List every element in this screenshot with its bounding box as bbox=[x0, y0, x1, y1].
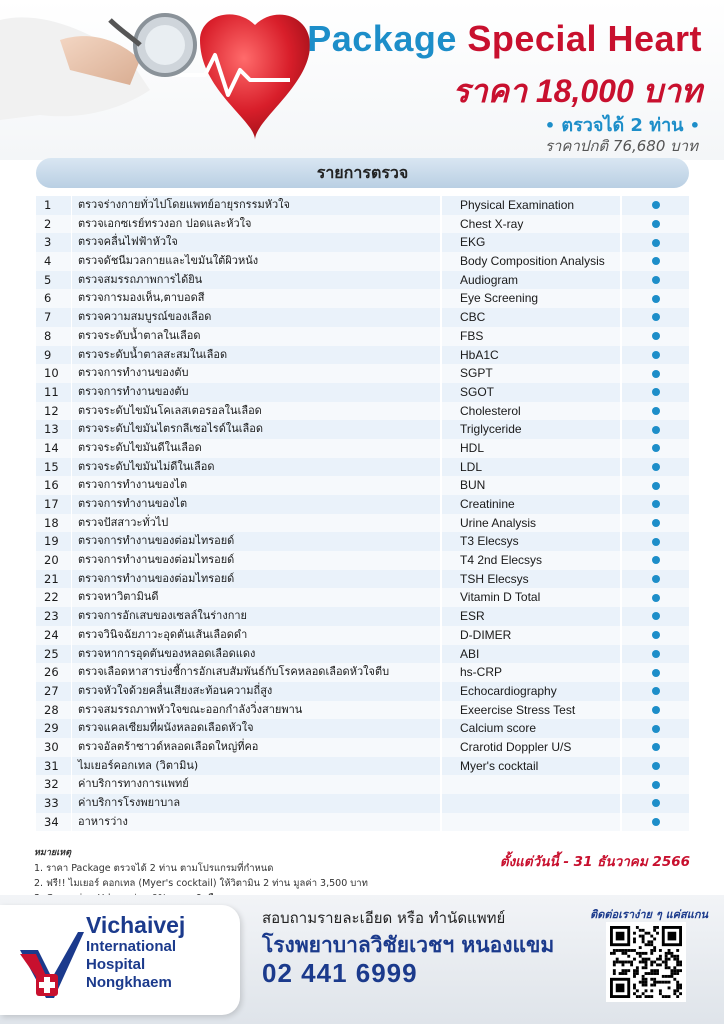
row-thai-label: ตรวจระดับไขมันดีในเลือด bbox=[72, 439, 442, 458]
logo-line-4: Nongkhaem bbox=[86, 974, 172, 991]
bullet-icon: • bbox=[689, 116, 700, 135]
row-included-cell bbox=[622, 346, 689, 365]
row-number: 23 bbox=[36, 607, 72, 626]
row-thai-label: ตรวจสมรรถภาพหัวใจขณะออกกำลังวิ่งสายพาน bbox=[72, 701, 442, 720]
row-english-label: Myer's cocktail bbox=[442, 757, 622, 776]
table-row bbox=[36, 682, 689, 701]
row-included-cell bbox=[622, 308, 689, 327]
hospital-logo-text bbox=[86, 912, 185, 992]
included-dot-icon bbox=[652, 538, 660, 546]
qr-code-icon[interactable] bbox=[606, 922, 686, 1002]
row-number: 1 bbox=[36, 196, 72, 215]
row-english-label: BUN bbox=[442, 476, 622, 495]
row-number: 33 bbox=[36, 794, 72, 813]
table-row bbox=[36, 775, 689, 794]
included-dot-icon bbox=[652, 612, 660, 620]
logo-line-1: Vichaivej bbox=[86, 912, 186, 938]
row-number: 24 bbox=[36, 626, 72, 645]
row-thai-label: ตรวจปัสสาวะทั่วไป bbox=[72, 514, 442, 533]
row-included-cell bbox=[622, 738, 689, 757]
table-row bbox=[36, 514, 689, 533]
row-english-label: Creatinine bbox=[442, 495, 622, 514]
row-included-cell bbox=[622, 514, 689, 533]
row-included-cell bbox=[622, 682, 689, 701]
included-dot-icon bbox=[652, 650, 660, 658]
row-number: 25 bbox=[36, 645, 72, 664]
row-included-cell bbox=[622, 271, 689, 290]
exam-list bbox=[36, 196, 689, 831]
row-english-label: SGOT bbox=[442, 383, 622, 402]
included-dot-icon bbox=[652, 500, 660, 508]
title-part2: Special Heart bbox=[467, 18, 702, 59]
row-thai-label: ตรวจระดับไขมันโคเลสเตอรอลในเลือด bbox=[72, 402, 442, 421]
row-included-cell bbox=[622, 813, 689, 832]
table-row bbox=[36, 719, 689, 738]
table-row bbox=[36, 346, 689, 365]
row-thai-label: ตรวจความสมบูรณ์ของเลือด bbox=[72, 308, 442, 327]
row-english-label: EKG bbox=[442, 233, 622, 252]
included-dot-icon bbox=[652, 519, 660, 527]
row-thai-label: ตรวจการทำงานของต่อมไทรอยด์ bbox=[72, 551, 442, 570]
row-english-label: Physical Examination bbox=[442, 196, 622, 215]
included-dot-icon bbox=[652, 388, 660, 396]
row-english-label: LDL bbox=[442, 458, 622, 477]
package-price: ราคา 18,000 บาท bbox=[452, 73, 702, 109]
row-number: 15 bbox=[36, 458, 72, 477]
row-thai-label: ตรวจระดับไขมันไตรกลีเซอไรด์ในเลือด bbox=[72, 420, 442, 439]
row-number: 26 bbox=[36, 663, 72, 682]
scan-label: ติดต่อเราง่าย ๆ แค่สแกน bbox=[590, 908, 708, 921]
heart-stethoscope-illustration bbox=[0, 0, 360, 160]
table-row bbox=[36, 626, 689, 645]
row-english-label: T4 2nd Elecsys bbox=[442, 551, 622, 570]
row-english-label: Exeercise Stress Test bbox=[442, 701, 622, 720]
row-thai-label: ตรวจการทำงานของตับ bbox=[72, 364, 442, 383]
table-row bbox=[36, 607, 689, 626]
table-row bbox=[36, 327, 689, 346]
included-dot-icon bbox=[652, 799, 660, 807]
table-row bbox=[36, 588, 689, 607]
row-number: 11 bbox=[36, 383, 72, 402]
row-number: 9 bbox=[36, 346, 72, 365]
row-included-cell bbox=[622, 383, 689, 402]
included-dot-icon bbox=[652, 444, 660, 452]
row-english-label: Triglyceride bbox=[442, 420, 622, 439]
included-dot-icon bbox=[652, 762, 660, 770]
row-included-cell bbox=[622, 476, 689, 495]
contact-prompt: สอบถามรายละเอียด หรือ ทำนัดแพทย์ bbox=[262, 909, 506, 927]
row-number: 20 bbox=[36, 551, 72, 570]
row-number: 7 bbox=[36, 308, 72, 327]
phone-number[interactable]: 02 441 6999 bbox=[262, 958, 418, 988]
row-number: 14 bbox=[36, 439, 72, 458]
row-english-label: Urine Analysis bbox=[442, 514, 622, 533]
table-row bbox=[36, 570, 689, 589]
table-row bbox=[36, 701, 689, 720]
row-included-cell bbox=[622, 570, 689, 589]
row-number: 6 bbox=[36, 289, 72, 308]
row-number: 8 bbox=[36, 327, 72, 346]
table-row bbox=[36, 813, 689, 832]
included-dot-icon bbox=[652, 201, 660, 209]
row-english-label: ABI bbox=[442, 645, 622, 664]
persons-text: ตรวจได้ 2 ท่าน bbox=[561, 115, 684, 136]
row-thai-label: ตรวจการมองเห็น,ตาบอดสี bbox=[72, 289, 442, 308]
row-english-label bbox=[442, 813, 622, 832]
table-row bbox=[36, 289, 689, 308]
row-included-cell bbox=[622, 233, 689, 252]
row-thai-label: ตรวจเอกซเรย์ทรวงอก ปอดและหัวใจ bbox=[72, 215, 442, 234]
table-row bbox=[36, 420, 689, 439]
hero-banner bbox=[0, 0, 724, 160]
row-number: 17 bbox=[36, 495, 72, 514]
table-row bbox=[36, 458, 689, 477]
row-included-cell bbox=[622, 420, 689, 439]
included-dot-icon bbox=[652, 313, 660, 321]
title-part1: Package bbox=[307, 18, 457, 59]
row-included-cell bbox=[622, 196, 689, 215]
table-row bbox=[36, 402, 689, 421]
row-number: 3 bbox=[36, 233, 72, 252]
table-row bbox=[36, 551, 689, 570]
included-dot-icon bbox=[652, 482, 660, 490]
row-thai-label: ตรวจแคลเซียมที่ผนังหลอดเลือดหัวใจ bbox=[72, 719, 442, 738]
row-included-cell bbox=[622, 607, 689, 626]
table-row bbox=[36, 383, 689, 402]
row-thai-label: ตรวจคลื่นไฟฟ้าหัวใจ bbox=[72, 233, 442, 252]
row-thai-label: อาหารว่าง bbox=[72, 813, 442, 832]
row-english-label: TSH Elecsys bbox=[442, 570, 622, 589]
row-thai-label: ตรวจอัลตร้าซาวด์หลอดเลือดใหญ่ที่คอ bbox=[72, 738, 442, 757]
row-thai-label: ตรวจหัวใจด้วยคลื่นเสียงสะท้อนความถี่สูง bbox=[72, 682, 442, 701]
row-english-label: T3 Elecsys bbox=[442, 532, 622, 551]
included-dot-icon bbox=[652, 407, 660, 415]
table-row bbox=[36, 495, 689, 514]
table-row bbox=[36, 252, 689, 271]
table-row bbox=[36, 532, 689, 551]
bullet-icon: • bbox=[544, 116, 556, 135]
row-included-cell bbox=[622, 532, 689, 551]
row-thai-label: ตรวจการทำงานของตับ bbox=[72, 383, 442, 402]
row-number: 30 bbox=[36, 738, 72, 757]
included-dot-icon bbox=[652, 276, 660, 284]
row-number: 12 bbox=[36, 402, 72, 421]
row-english-label: Audiogram bbox=[442, 271, 622, 290]
row-included-cell bbox=[622, 757, 689, 776]
included-dot-icon bbox=[652, 463, 660, 471]
row-number: 16 bbox=[36, 476, 72, 495]
included-dot-icon bbox=[652, 781, 660, 789]
table-row bbox=[36, 439, 689, 458]
row-thai-label: ตรวจดัชนีมวลกายและไขมันใต้ผิวหนัง bbox=[72, 252, 442, 271]
row-included-cell bbox=[622, 794, 689, 813]
hospital-name: โรงพยาบาลวิชัยเวชฯ หนองแขม bbox=[262, 933, 555, 957]
row-english-label: ESR bbox=[442, 607, 622, 626]
note-item: 2. ฟรี!! ไมเยอร์ คอกเทล (Myer's cocktail) ให้วิตามิน 2 ท่าน มูลค่า 3,500 บาท bbox=[34, 878, 368, 889]
row-number: 34 bbox=[36, 813, 72, 832]
table-header bbox=[36, 158, 689, 188]
table-row bbox=[36, 308, 689, 327]
row-thai-label: ตรวจระดับไขมันไม่ดีในเลือด bbox=[72, 458, 442, 477]
included-dot-icon bbox=[652, 743, 660, 751]
row-thai-label: ตรวจการทำงานของไต bbox=[72, 495, 442, 514]
included-dot-icon bbox=[652, 370, 660, 378]
row-english-label: Eye Screening bbox=[442, 289, 622, 308]
row-thai-label: ไมเยอร์คอกเทล (วิตามิน) bbox=[72, 757, 442, 776]
row-number: 29 bbox=[36, 719, 72, 738]
hospital-logo-icon bbox=[18, 930, 84, 1000]
row-number: 21 bbox=[36, 570, 72, 589]
row-included-cell bbox=[622, 495, 689, 514]
row-number: 27 bbox=[36, 682, 72, 701]
row-thai-label: ตรวจสมรรถภาพการได้ยิน bbox=[72, 271, 442, 290]
row-thai-label: ตรวจการทำงานของต่อมไทรอยด์ bbox=[72, 532, 442, 551]
row-number: 19 bbox=[36, 532, 72, 551]
row-number: 13 bbox=[36, 420, 72, 439]
included-dot-icon bbox=[652, 818, 660, 826]
row-english-label: Echocardiography bbox=[442, 682, 622, 701]
row-thai-label: ตรวจการอักเสบของเซลล์ในร่างกาย bbox=[72, 607, 442, 626]
row-thai-label: ค่าบริการทางการแพทย์ bbox=[72, 775, 442, 794]
included-dot-icon bbox=[652, 426, 660, 434]
row-included-cell bbox=[622, 701, 689, 720]
row-included-cell bbox=[622, 327, 689, 346]
table-row bbox=[36, 645, 689, 664]
table-header-label: รายการตรวจ bbox=[316, 162, 409, 182]
table-row bbox=[36, 215, 689, 234]
row-english-label: Calcium score bbox=[442, 719, 622, 738]
row-included-cell bbox=[622, 458, 689, 477]
included-dot-icon bbox=[652, 575, 660, 583]
row-number: 28 bbox=[36, 701, 72, 720]
row-thai-label: ตรวจการทำงานของต่อมไทรอยด์ bbox=[72, 570, 442, 589]
included-dot-icon bbox=[652, 239, 660, 247]
table-row bbox=[36, 794, 689, 813]
row-english-label: SGPT bbox=[442, 364, 622, 383]
row-thai-label: ตรวจระดับน้ำตาลสะสมในเลือด bbox=[72, 346, 442, 365]
included-dot-icon bbox=[652, 725, 660, 733]
table-row bbox=[36, 233, 689, 252]
table-row bbox=[36, 738, 689, 757]
row-thai-label: ตรวจหาวิตามินดี bbox=[72, 588, 442, 607]
row-thai-label: ตรวจร่างกายทั่วไปโดยแพทย์อายุรกรรมหัวใจ bbox=[72, 196, 442, 215]
row-included-cell bbox=[622, 626, 689, 645]
row-included-cell bbox=[622, 588, 689, 607]
table-row bbox=[36, 196, 689, 215]
included-dot-icon bbox=[652, 295, 660, 303]
row-number: 4 bbox=[36, 252, 72, 271]
included-dot-icon bbox=[652, 594, 660, 602]
notes-heading: หมายเหตุ bbox=[34, 848, 72, 858]
table-row bbox=[36, 476, 689, 495]
included-dot-icon bbox=[652, 332, 660, 340]
included-dot-icon bbox=[652, 706, 660, 714]
row-english-label: Cholesterol bbox=[442, 402, 622, 421]
row-included-cell bbox=[622, 364, 689, 383]
row-english-label: hs-CRP bbox=[442, 663, 622, 682]
row-included-cell bbox=[622, 551, 689, 570]
row-thai-label: ตรวจเลือดหาสารบ่งชี้การอักเสบสัมพันธ์กับโรคหลอดเลือดหัวใจตีบ bbox=[72, 663, 442, 682]
row-number: 18 bbox=[36, 514, 72, 533]
included-dot-icon bbox=[652, 257, 660, 265]
row-included-cell bbox=[622, 663, 689, 682]
row-number: 22 bbox=[36, 588, 72, 607]
row-thai-label: ตรวจวินิจฉัยภาวะอุดตันเส้นเลือดดำ bbox=[72, 626, 442, 645]
logo-line-3: Hospital bbox=[86, 956, 146, 973]
row-thai-label: ค่าบริการโรงพยาบาล bbox=[72, 794, 442, 813]
row-english-label: HDL bbox=[442, 439, 622, 458]
row-english-label: D-DIMER bbox=[442, 626, 622, 645]
row-english-label: Vitamin D Total bbox=[442, 588, 622, 607]
validity-period: ตั้งแต่วันนี้ - 31 ธันวาคม 2566 bbox=[499, 854, 690, 870]
row-included-cell bbox=[622, 289, 689, 308]
row-english-label: HbA1C bbox=[442, 346, 622, 365]
included-dot-icon bbox=[652, 556, 660, 564]
table-row bbox=[36, 757, 689, 776]
row-included-cell bbox=[622, 439, 689, 458]
row-included-cell bbox=[622, 719, 689, 738]
included-dot-icon bbox=[652, 687, 660, 695]
row-english-label: Body Composition Analysis bbox=[442, 252, 622, 271]
row-included-cell bbox=[622, 215, 689, 234]
included-dot-icon bbox=[652, 351, 660, 359]
package-title bbox=[307, 18, 702, 60]
row-english-label bbox=[442, 775, 622, 794]
row-number: 10 bbox=[36, 364, 72, 383]
row-number: 5 bbox=[36, 271, 72, 290]
row-english-label: Crarotid Doppler U/S bbox=[442, 738, 622, 757]
logo-line-2: International bbox=[86, 938, 177, 955]
row-included-cell bbox=[622, 402, 689, 421]
included-dot-icon bbox=[652, 669, 660, 677]
normal-price: ราคาปกติ 76,680 บาท bbox=[544, 137, 698, 155]
note-item: 1. ราคา Package ตรวจได้ 2 ท่าน ตามโปรแกรมที่กำหนด bbox=[34, 863, 274, 874]
row-thai-label: ตรวจระดับน้ำตาลในเลือด bbox=[72, 327, 442, 346]
row-english-label: CBC bbox=[442, 308, 622, 327]
table-row bbox=[36, 364, 689, 383]
row-english-label: Chest X-ray bbox=[442, 215, 622, 234]
row-number: 2 bbox=[36, 215, 72, 234]
row-included-cell bbox=[622, 775, 689, 794]
row-thai-label: ตรวจการทำงานของไต bbox=[72, 476, 442, 495]
included-dot-icon bbox=[652, 631, 660, 639]
row-included-cell bbox=[622, 645, 689, 664]
row-english-label: FBS bbox=[442, 327, 622, 346]
table-row bbox=[36, 663, 689, 682]
table-row bbox=[36, 271, 689, 290]
row-included-cell bbox=[622, 252, 689, 271]
row-thai-label: ตรวจหาการอุดตันของหลอดเลือดแดง bbox=[72, 645, 442, 664]
row-english-label bbox=[442, 794, 622, 813]
row-number: 32 bbox=[36, 775, 72, 794]
row-number: 31 bbox=[36, 757, 72, 776]
included-dot-icon bbox=[652, 220, 660, 228]
